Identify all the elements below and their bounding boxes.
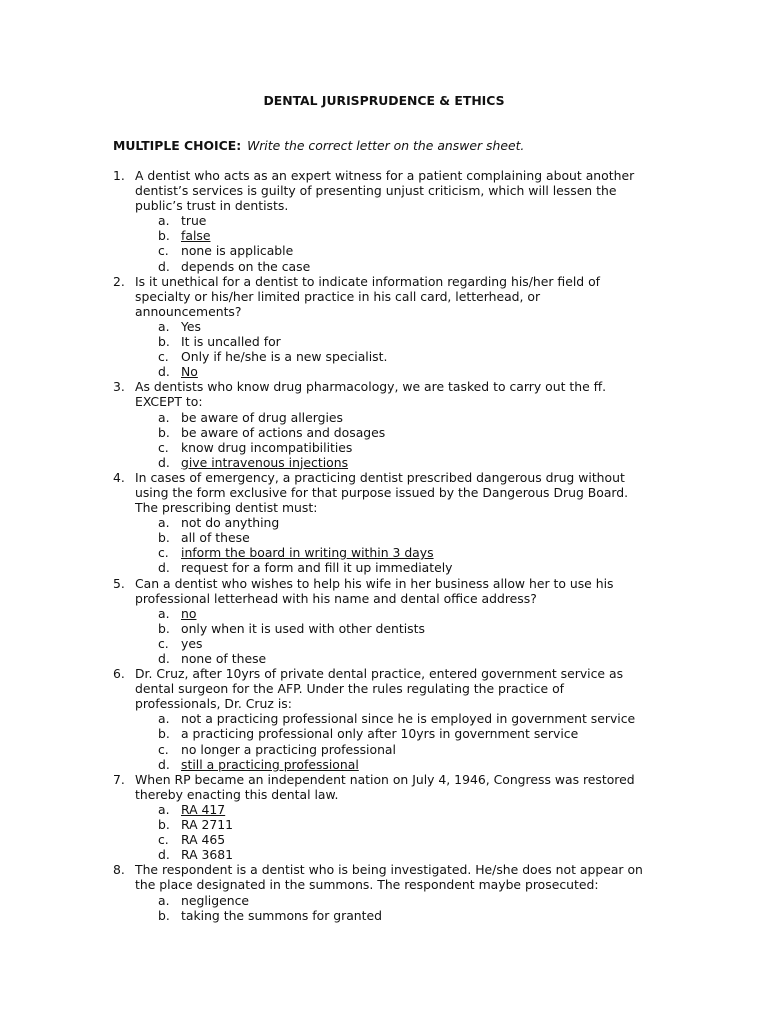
choice-letter: b. [158,726,170,742]
choice-item [0,455,645,470]
choice-item [0,832,645,847]
choice-text-underlined: false [181,228,211,244]
choice-item [0,847,645,862]
question-item [0,862,645,922]
choice-item [0,726,645,741]
choice-item [0,440,645,455]
choice-text: Yes [181,318,202,334]
choice-item [0,545,645,560]
choice-letter: d. [158,560,170,576]
question-item [0,379,645,470]
choice-item [0,908,645,923]
choice-letter: b. [158,228,170,244]
choice-letter: d. [158,651,170,666]
choice-letter: a. [158,892,170,908]
choice-list [135,515,645,575]
choice-item [0,243,645,258]
choice-text-underlined: still a practicing professional [181,756,359,772]
choice-letter: c. [158,741,169,757]
choice-text: none of these [181,651,267,666]
choice-text: RA 465 [181,832,226,848]
question-number: 6. [113,666,125,682]
choice-text: be aware of drug allergies [181,409,343,425]
choice-item [0,606,645,621]
choice-text: not do anything [181,515,280,531]
question-item [0,666,645,772]
choice-item [0,651,645,666]
choice-item [0,410,645,425]
choice-letter: b. [158,817,170,833]
choice-text-underlined: give intravenous injections [181,454,349,470]
question-text: A dentist who acts as an expert witness for a patient complaining about another dentist’s services is guilty of presenting unjust criticism, which will lessen the public’s trust in dentists. [135,168,635,214]
choice-letter: a. [158,711,170,727]
choice-text: RA 3681 [181,847,234,863]
question-number: 3. [113,379,125,395]
choice-item [0,259,645,274]
choice-item [0,319,645,334]
choice-letter: d. [158,756,170,772]
choice-list [135,410,645,470]
question-text: The respondent is a dentist who is being investigated. He/she does not appear on the place designated in the summons. The respondent maybe prosecuted: [135,862,643,893]
choice-letter: a. [158,213,170,229]
choice-letter: a. [158,318,170,334]
choice-letter: c. [158,635,169,651]
choice-item [0,636,645,651]
question-item [0,576,645,667]
choice-text: RA 2711 [181,817,234,833]
question-text: When RP became an independent nation on July 4, 1946, Congress was restored thereby enacting this dental law. [135,771,635,802]
choice-letter: c. [158,439,169,455]
choice-text: not a practicing professional since he is employed in government service [181,711,636,727]
question-number: 4. [113,469,125,485]
choice-list [135,319,645,379]
choice-item [0,364,645,379]
instructions-text: Write the correct letter on the answer sheet. [247,138,525,153]
question-text: Dr. Cruz, after 10yrs of private dental practice, entered government service as dental surgeon for the AFP. Under the rules regulating the practice of professionals, Dr. Cruz is: [135,666,624,712]
choice-letter: b. [158,530,170,546]
question-item [0,772,645,863]
choice-letter: a. [158,801,170,817]
choice-text: know drug incompatibilities [181,439,353,455]
choice-text: be aware of actions and dosages [181,424,386,440]
question-item [0,274,645,380]
choice-text: no longer a practicing professional [181,741,396,757]
choice-text: depends on the case [181,258,311,274]
choice-letter: c. [158,243,169,259]
choice-item [0,425,645,440]
choice-letter: d. [158,258,170,274]
instructions-label: MULTIPLE CHOICE: [113,138,242,153]
choice-item [0,349,645,364]
question-number: 1. [113,168,125,183]
choice-text: Only if he/she is a new specialist. [181,349,388,365]
choice-text-underlined: RA 417 [181,801,226,817]
choice-letter: c. [158,545,169,561]
choice-text: none is applicable [181,243,294,259]
choice-item [0,893,645,908]
choice-list [135,802,645,862]
question-number: 8. [113,862,125,878]
choice-text: a practicing professional only after 10yrs in government service [181,726,579,742]
question-number: 5. [113,575,125,591]
choice-text: request for a form and fill it up immediately [181,560,453,576]
choice-item [0,334,645,349]
question-text: Can a dentist who wishes to help his wife in her business allow her to use his professional letterhead with his name and dental office address? [135,575,614,606]
choice-letter: d. [158,454,170,470]
choice-list [135,711,645,771]
choice-item [0,560,645,575]
choice-item [0,817,645,832]
choice-text: true [181,213,207,229]
choice-text-underlined: no [181,605,197,621]
choice-list [135,213,645,273]
choice-text: all of these [181,530,250,546]
choice-letter: c. [158,349,169,365]
choice-letter: b. [158,907,170,923]
choice-text-underlined: inform the board in writing within 3 days [181,545,434,561]
choice-list [135,606,645,666]
choice-list [135,893,645,923]
question-list [0,168,768,923]
choice-letter: a. [158,409,170,425]
choice-letter: d. [158,364,170,380]
choice-text: yes [181,635,203,651]
question-item [0,470,645,576]
choice-item [0,213,645,228]
question-text: In cases of emergency, a practicing dentist prescribed dangerous drug without using the form exclusive for that purpose issued by the Dangerous Drug Board. The prescribing dentist must: [135,469,629,516]
instructions [113,138,524,153]
choice-letter: d. [158,847,170,863]
choice-item [0,711,645,726]
choice-item [0,530,645,545]
question-number: 2. [113,273,125,289]
choice-item [0,802,645,817]
choice-text: only when it is used with other dentists [181,620,425,636]
choice-text: taking the summons for granted [181,907,383,923]
choice-item [0,621,645,636]
choice-letter: a. [158,605,170,621]
choice-item [0,515,645,530]
choice-letter: b. [158,424,170,440]
question-number: 7. [113,771,125,787]
question-text: Is it unethical for a dentist to indicate information regarding his/her field of specialty or his/her limited practice in his call card, letterhead, or announcements? [135,273,601,319]
choice-text-underlined: No [181,364,198,380]
document-title: DENTAL JURISPRUDENCE & ETHICS [263,93,505,108]
choice-text: negligence [181,892,250,908]
choice-item [0,228,645,243]
question-item [0,168,645,274]
question-text: As dentists who know drug pharmacology, we are tasked to carry out the ff. EXCEPT to: [135,379,607,410]
choice-letter: c. [158,832,169,848]
choice-text: It is uncalled for [181,334,281,350]
choice-item [0,757,645,772]
choice-letter: b. [158,620,170,636]
choice-letter: a. [158,515,170,531]
choice-letter: b. [158,334,170,350]
choice-item [0,742,645,757]
